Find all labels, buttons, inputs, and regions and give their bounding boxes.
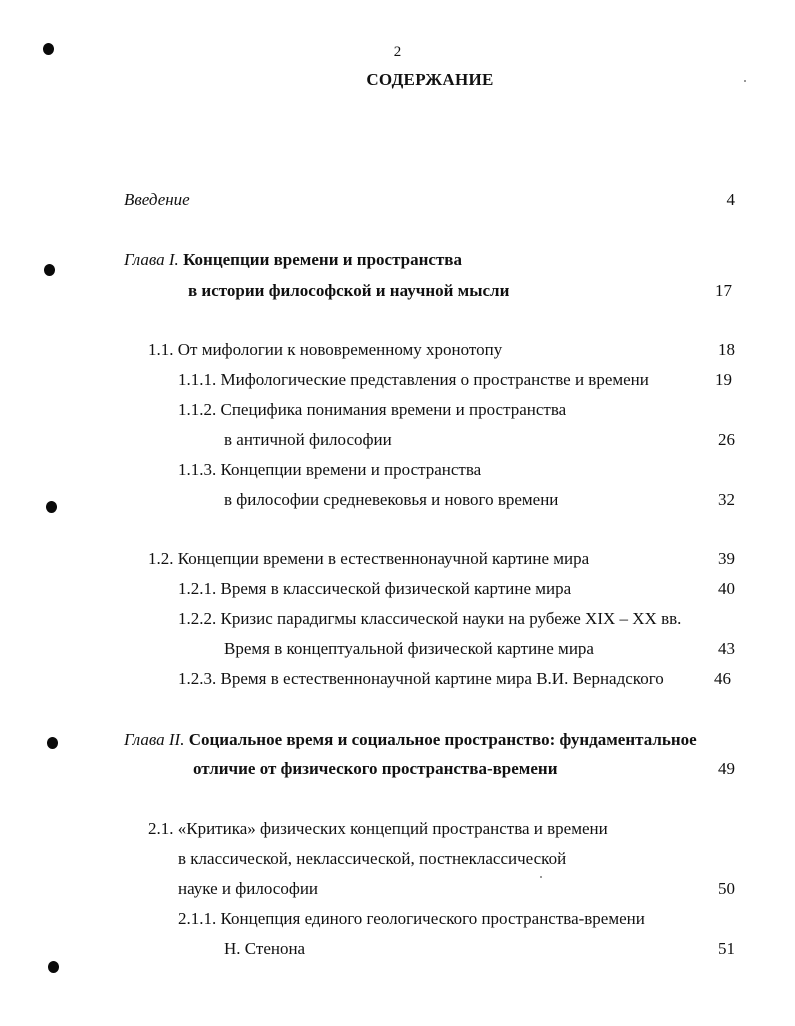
scan-speck (540, 876, 542, 878)
chapter-1-prefix: Глава I. (124, 250, 179, 269)
toc-entry-1-1-2[interactable]: 1.1.2. Специфика понимания времени и пространства (178, 400, 567, 419)
binder-hole-3 (46, 501, 57, 513)
toc-1-2-3-page: 46 (714, 669, 731, 688)
toc-entry-1-1-2-line-2: в античной философии (224, 430, 392, 449)
toc-1-1-page: 18 (718, 340, 735, 359)
toc-intro-page: 4 (726, 190, 735, 209)
chapter-1-title-line-1: Концепции времени и пространства (183, 250, 462, 269)
toc-intro-label: Введение (124, 190, 190, 209)
binder-hole-4 (47, 737, 58, 749)
toc-entry-2-1-1-line-2: Н. Стенона (224, 939, 306, 958)
chapter-2-title-line-2: отличие от физического пространства-времени (193, 759, 558, 778)
toc-entry-1-2-2[interactable]: 1.2.2. Кризис парадигмы классической науки на рубеже XIX – XX вв. (178, 609, 682, 628)
toc-1-1-1-page: 19 (715, 370, 732, 389)
toc-1-2-1-page: 40 (718, 579, 735, 598)
toc-chapter-2-page: 49 (718, 759, 735, 778)
toc-entry-2-1-line-2: в классической, неклассической, постнеклассической (178, 849, 567, 868)
toc-entry-1-1[interactable]: 1.1. От мифологии к нововременному хронотопу (148, 340, 503, 359)
toc-entry-chapter-1[interactable] (124, 250, 462, 270)
toc-entry-2-1[interactable]: 2.1. «Критика» физических концепций пространства и времени (148, 819, 608, 838)
toc-entry-chapter-2[interactable] (124, 730, 697, 750)
toc-entry-1-2-2-line-2: Время в концептуальной физической картине мира (224, 639, 594, 658)
binder-hole-5 (48, 961, 59, 973)
toc-entry-1-1-1[interactable]: 1.1.1. Мифологические представления о пространстве и времени (178, 370, 649, 389)
chapter-1-title-line-2: в истории философской и научной мысли (188, 281, 510, 300)
toc-entry-1-2-3[interactable]: 1.2.3. Время в естественнонаучной картине мира В.И. Вернадского (178, 669, 664, 688)
toc-1-2-2-page: 43 (718, 639, 735, 658)
toc-2-1-page: 50 (718, 879, 735, 898)
toc-entry-1-1-3[interactable]: 1.1.3. Концепции времени и пространства (178, 460, 482, 479)
binder-hole-2 (44, 264, 55, 276)
toc-entry-intro[interactable] (124, 190, 190, 210)
toc-2-1-1-page: 51 (718, 939, 735, 958)
page-title: СОДЕРЖАНИЕ (366, 70, 494, 89)
toc-entry-2-1-line-3: науке и философии (178, 879, 319, 898)
toc-entry-1-2-1[interactable]: 1.2.1. Время в классической физической картине мира (178, 579, 572, 598)
chapter-2-title-line-1: Социальное время и социальное пространство: фундаментальное (188, 730, 697, 749)
toc-chapter-1-page: 17 (715, 281, 732, 300)
toc-entry-1-2[interactable]: 1.2. Концепции времени в естественнонаучной картине мира (148, 549, 590, 568)
page-number: 2 (393, 44, 402, 60)
toc-entry-2-1-1[interactable]: 2.1.1. Концепция единого геологического пространства-времени (178, 909, 645, 928)
chapter-2-prefix: Глава II. (124, 730, 185, 749)
toc-entry-1-1-3-line-2: в философии средневековья и нового времени (224, 490, 559, 509)
toc-1-1-3-page: 32 (718, 490, 735, 509)
toc-1-1-2-page: 26 (718, 430, 735, 449)
toc-1-2-page: 39 (718, 549, 735, 568)
